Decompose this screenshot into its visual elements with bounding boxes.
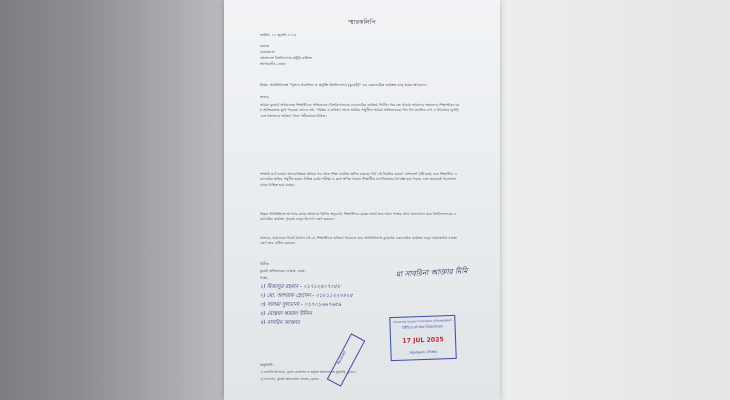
cc-label: অনুলিপি: [260,363,274,367]
cc-item-1: ১) মাননীয় উপাচার্য, খুলনা প্রকৌশল ও প্রযুক্তি বিশ্ববিদ্যালয় (কুয়েট), খুলনা। [260,370,356,374]
body-paragraph-1: আমরা কুয়েটে অধ্যয়নরত শিক্ষার্থীদের অভিভাবক। বিশ্ববিদ্যালয়ের একাডেমিক কার্যক্রম দীর্ঘদিন ধরে বন্ধ থাকায় আমাদের সন্তানদের শিক্ষাজীবন চরম অনিশ্চয়তার মুখে পড়েছে। তাদের স্বপ্ন, পরিশ্রম ও ভবিষ্যৎ আজ হুমকির সম্মুখীন। আমরা অভিভাবকরা দিন দিন মানসিক চাপ ও উৎকণ্ঠায় ভুগছি এবং সন্তানদের ভবিষ্যৎ নিয়ে গভীরভাবে চিন্তিত। [260,103,460,118]
recipient-line-2: চেয়ারম্যান [260,50,275,54]
sender-behalf: পক্ষে, [260,276,268,280]
parent-signature: মা সাবরিনা আক্তার মিমি [395,266,468,279]
received-stamp: Received [327,333,366,386]
background-right [498,0,730,400]
signatory-2: ২) মো. আশরাফ হোসেন - ০১৮১১২২৩৪২৫ [260,293,353,299]
stamp-date: 17 JUL 2025 [402,336,444,345]
subject-line: বিষয়: অনতিবিলম্বে "খুলনা প্রকৌশল ও প্রযুক্তি বিশ্ববিদ্যালয় (কুয়েট)" এর একাডেমিক কার্যক্রম চালু করার আবেদন। [260,83,427,87]
ugc-received-stamp [389,315,456,361]
document-date: তারিখ: ১৭ জুলাই ২০২৫ [260,33,297,37]
stamp-footer: Agargaon, Dhaka [409,349,438,355]
signatory-1: ১) মিজানুর রহমান - ০১৭১২৪০৭০৫৮ [260,284,341,290]
recipient-line-4: আগারগাঁও, ঢাকা। [260,62,286,66]
cc-item-2: ২) সভাপতি, কুয়েট অভিভাবক ফোরাম, খুলনা। [260,377,320,381]
background-left [0,0,232,400]
signatory-5: ৫) নাসরিন আক্তার [260,320,300,326]
body-paragraph-4: অতএব, মহোদয়ের নিকট প্রার্থনা এই যে, শিক্ষার্থীদের ভবিষ্যৎ বিবেচনা করে অনতিবিলম্বে কুয়েটের একাডেমিক কার্যক্রম চালুর প্রয়োজনীয় ব্যবস্থা গ্রহণ করে বাধিত করবেন। [260,236,457,246]
document-title: স্মারকলিপি [348,19,376,26]
salutation: জনাব, [260,95,270,99]
body-paragraph-3: উদ্ভূত পরিস্থিতিতে আপনার কাছে আমাদের বিনীত অনুরোধ, শিক্ষার্থীদের বৃহত্তর স্বার্থে দ্রুত সকল পক্ষের সাথে আলোচনা করে বিশ্ববিদ্যালয়ের একাডেমিক কার্যক্রম পুনরায় চালুর উদ্যোগ গ্রহণ করবেন। [260,212,457,222]
recipient-line-3: বাংলাদেশ বিশ্ববিদ্যালয় মঞ্জুরি কমিশন [260,56,312,60]
closing-word: বিনীত [260,262,269,266]
body-paragraph-2: সম্প্রতি ঘটে যাওয়া অনাকাঙ্ক্ষিত ঘটনার পর থেকে শিক্ষা কার্যক্রম স্থগিত রয়েছে। দীর্ঘ এই বিরতির কারণে সেশনজট সৃষ্টি হচ্ছে এবং শিক্ষার্থীরা একাডেমিক ক্ষতির সম্মুখীন হচ্ছে। বিভিন্ন বর্ষের পরীক্ষা ও ক্লাস স্থগিত থাকায় শিক্ষার্থীরা মানসিকভাবে বিপর্যস্ত হয়ে পড়ছে এবং অনেকেই পড়াশোনা থেকে বিচ্ছিন্ন হয়ে যাচ্ছে। [260,172,457,187]
signatory-3: ৩) সালমা সুলতানা - ০১৭০১৬৬৭৬৫৯ [260,302,342,308]
stamp-org: University Grants Commission of Bangladesh [393,318,452,325]
recipient-line-1: বরাবর [260,44,269,48]
signatory-4: ৪) মোস্তফা কামাল উদ্দিন [260,311,312,317]
memorandum-paper [224,0,500,400]
stamp-office: Office of the Chairman [402,324,444,330]
sender-name: কুয়েট অভিভাবক ফোরাম, ঢাকা। [260,269,306,273]
